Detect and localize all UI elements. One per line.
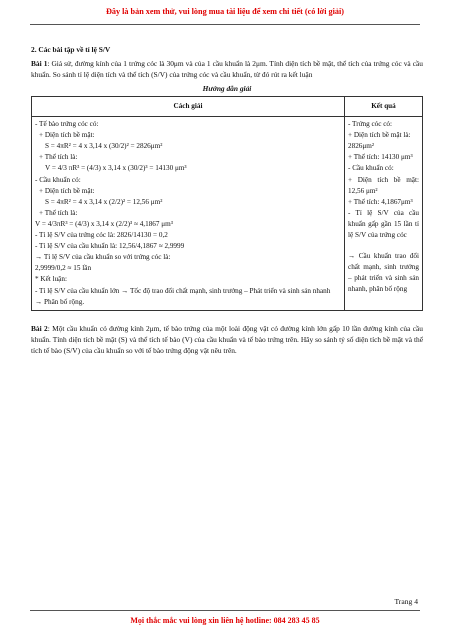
result-line: - Tỉ lệ S/V của cầu khuẩn gấp gần 15 lần tỉ lệ S/V của trứng cóc xyxy=(348,208,419,240)
preview-banner: Đây là bản xem thử, vui lòng mua tài liệu để xem chi tiết (có lời giải) xyxy=(105,7,344,16)
spacer xyxy=(31,311,423,323)
result-line: → Cầu khuẩn trao đổi chất mạnh, sinh trưởng – phát triển và sinh sản nhanh, phân bố rộng xyxy=(348,252,419,294)
guide-heading: Hướng dẫn giải xyxy=(202,84,252,93)
exercise-1-text: : Giả sử, đường kính của 1 trứng cóc là 30μm và của 1 cầu khuẩn là 2μm. Tính diện tích bề mặt, thể tích của trứng cóc và cầu khuẩn. So sánh tỉ lệ diện tích và thể tích (S/V) của trứng cóc và cầu khuẩn, từ đó rút ra kết luận xyxy=(31,59,423,79)
method-line: S = 4πR² = 4 x 3,14 x (2/2)² = 12,56 μm² xyxy=(45,197,163,206)
method-line: * Kết luận: xyxy=(35,275,67,284)
result-line: + Thể tích: 14130 μm³ xyxy=(348,153,413,162)
method-cell xyxy=(32,117,345,311)
table-row xyxy=(32,117,423,311)
method-line: - Cầu khuẩn có: xyxy=(35,175,81,184)
method-line: V = 4/3 πR³ = (4/3) x 3,14 x (30/2)³ = 14130 μm³ xyxy=(45,164,187,173)
method-line: V = 4/3πR³ = (4/3) x 3,14 x (2/2)³ ≈ 4,1867 μm³ xyxy=(35,219,173,228)
exercise-1 xyxy=(31,58,423,80)
method-line: + Thể tích là: xyxy=(39,153,78,162)
result-line: + Thể tích: 4,1867μm³ xyxy=(348,197,413,206)
footer-rule xyxy=(30,610,420,611)
method-line: + Diện tích bề mặt: xyxy=(39,131,95,140)
solution-table xyxy=(31,96,423,311)
header-rule xyxy=(30,24,420,25)
method-line: - Tỉ lệ S/V của cầu khuẩn lớn → Tốc độ trao đổi chất mạnh, sinh trưởng – Phát triển và sinh sản nhanh xyxy=(35,286,331,295)
document-body xyxy=(31,44,423,356)
page-number: Trang 4 xyxy=(394,597,418,606)
result-cell xyxy=(345,117,423,311)
method-line: S = 4πR² = 4 x 3,14 x (30/2)² = 2826μm² xyxy=(45,142,163,151)
result-line: + Diện tích bề mặt: 12,56 μm² xyxy=(348,175,419,195)
result-line: - Trứng cóc có: xyxy=(348,120,393,129)
exercise-2 xyxy=(31,323,423,356)
hotline-banner: Mọi thắc mắc vui lòng xin liên hệ hotline: 084 283 45 85 xyxy=(130,616,320,625)
header-result: Kết quả xyxy=(345,97,423,117)
table-header-row xyxy=(32,97,423,117)
header-method: Cách giải xyxy=(32,97,345,117)
method-line: - Tỉ lệ S/V của cầu khuẩn là: 12,56/4,1867 ≈ 2,9999 xyxy=(35,242,185,251)
exercise-2-label: Bài 2 xyxy=(31,323,48,333)
section-title: 2. Các bài tập về tỉ lệ S/V xyxy=(31,45,111,54)
result-line: + Diện tích bề mặt là: 2826μm² xyxy=(348,131,411,151)
method-line: - Tỉ lệ S/V của trứng cóc là: 2826/14130 = 0,2 xyxy=(35,231,168,240)
method-line: → Phân bố rộng. xyxy=(35,297,85,306)
method-line: → Tỉ lệ S/V của cầu khuẩn so với trứng cóc là: xyxy=(35,253,171,262)
result-line: - Cầu khuẩn có: xyxy=(348,164,394,173)
exercise-2-text: : Một cầu khuẩn có đường kính 2μm, tế bào trứng của một loài động vật có đường kính lớn gấp 10 lần đường kính của cầu khuẩn. Tính diện tích bề mặt (S) và thể tích tế bào (V) của cầu khuẩn và tế bào trứng trên. Hãy so sánh tỷ số diện tích bề mặt và thể tích tế bào (S/V) của cầu khuẩn so với tế bào trứng động vật nêu trên. xyxy=(31,323,423,355)
method-line: + Thể tích là: xyxy=(39,208,78,217)
method-line: + Diện tích bề mặt: xyxy=(39,186,95,195)
method-line: - Tế bào trứng cóc có: xyxy=(35,120,99,129)
spacer xyxy=(348,241,419,251)
method-line: 2,9999/0,2 ≈ 15 lần xyxy=(35,264,92,273)
exercise-1-label: Bài 1 xyxy=(31,59,48,68)
